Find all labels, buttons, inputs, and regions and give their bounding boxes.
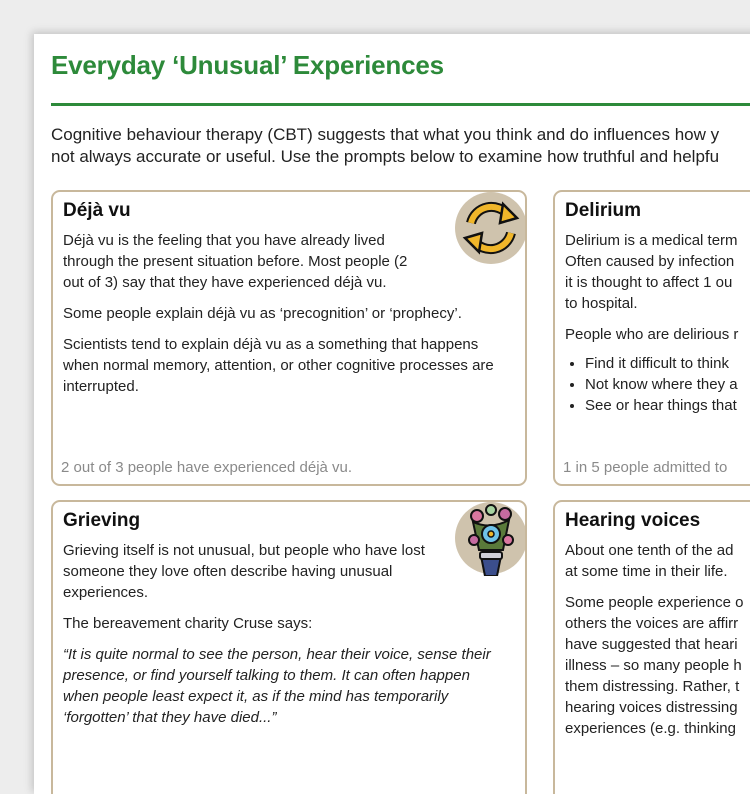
card-paragraph: Grieving itself is not unusual, but people who have lost someone they love often describe having unusual experiences. (63, 542, 425, 601)
card-line: Often caused by infection (565, 253, 735, 270)
card-paragraph: The bereavement charity Cruse says: (63, 615, 313, 632)
intro-text (51, 124, 750, 168)
card-footer-stat: 2 out of 3 people have experienced déjà vu. (61, 459, 353, 476)
card-line: About one tenth of the ad (565, 542, 734, 559)
card-line: them distressing. Rather, t (565, 678, 740, 695)
intro-line-1: Cognitive behaviour therapy (CBT) suggests that what you think and do influences how y (51, 125, 720, 144)
title-divider (51, 103, 750, 106)
symptom-list (565, 353, 750, 416)
cycle-arrows-icon (453, 190, 527, 266)
worksheet-page (34, 34, 750, 794)
card-title: Delirium (565, 200, 642, 221)
card-body (63, 540, 519, 738)
card-deja-vu (51, 190, 527, 486)
card-line: illness – so many people h (565, 657, 742, 674)
card-body (565, 540, 750, 739)
list-item: • Not know where they a (585, 374, 750, 395)
card-line: Some people experience o (565, 594, 744, 611)
card-line: People who are delirious r (565, 326, 739, 343)
card-line: Delirium is a medical term (565, 232, 738, 249)
list-item: • Find it difficult to think (585, 353, 750, 374)
card-line: hearing voices distressing (565, 699, 738, 716)
card-body (565, 230, 750, 416)
card-line: to hospital. (565, 295, 638, 312)
intro-line-2: not always accurate or useful. Use the prompts below to examine how truthful and helpfu (51, 147, 720, 166)
card-title: Hearing voices (565, 510, 701, 531)
card-line: have suggested that heari (565, 636, 738, 653)
card-paragraph: Some people explain déjà vu as ‘precognition’ or ‘prophecy’. (63, 305, 462, 322)
card-title: Grieving (63, 510, 141, 531)
card-footer-stat: 1 in 5 people admitted to (563, 459, 728, 476)
page-title: Everyday ‘Unusual’ Experiences (51, 50, 444, 80)
card-title: Déjà vu (63, 200, 131, 221)
list-item: • See or hear things that (585, 395, 750, 416)
card-line: experiences (e.g. thinking (565, 720, 736, 737)
card-delirium (553, 190, 750, 486)
card-paragraph: Scientists tend to explain déjà vu as a something that happens when normal memory, attention, or other cognitive processes are interrupted. (63, 336, 494, 395)
card-line: at some time in their life. (565, 563, 728, 580)
card-line: others the voices are affirr (565, 615, 739, 632)
cruse-quote: “It is quite normal to see the person, hear their voice, sense their presence, or find yourself talking to them. It can often happen when people least expect it, as if the mind has temporarily ‘forgotten’ that they have died...” (63, 646, 491, 726)
card-paragraph: Déjà vu is the feeling that you have already lived through the present situation before. Most people (2 out of 3) say that they have experienced déjà vu. (63, 232, 408, 291)
card-body (63, 230, 494, 407)
card-line: it is thought to affect 1 ou (565, 274, 733, 291)
